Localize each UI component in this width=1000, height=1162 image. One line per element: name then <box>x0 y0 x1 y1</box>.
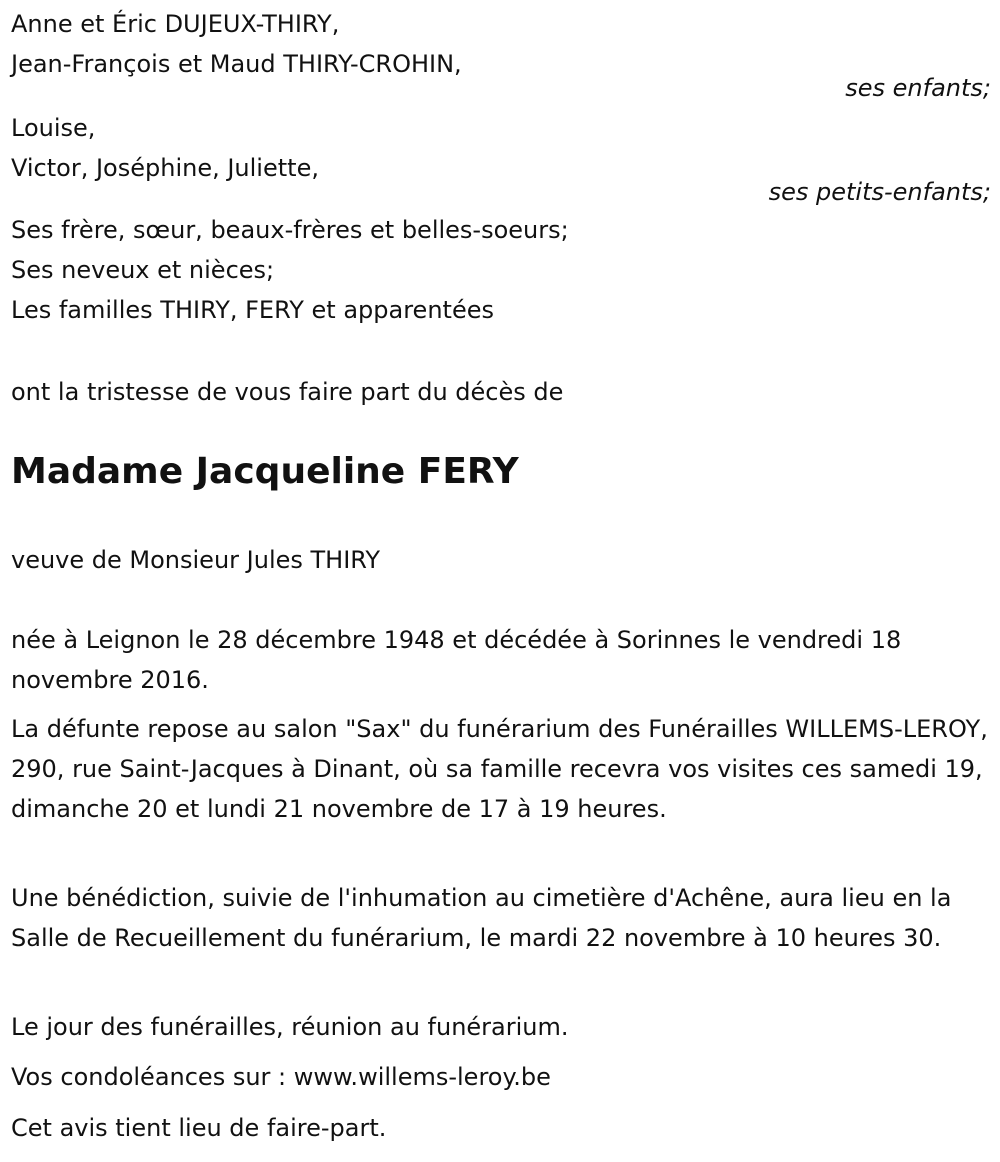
child-line: Jean-François et Maud THIRY-CROHIN, <box>11 50 462 78</box>
grandchild-line: Louise, <box>11 114 96 142</box>
widow-of-block <box>11 540 991 580</box>
announcement-intro <box>11 372 991 412</box>
family-line: Ses neveux et nièces; <box>11 256 275 284</box>
grandchild-line: Victor, Joséphine, Juliette, <box>11 154 319 182</box>
grandchildren-block <box>11 108 991 212</box>
birth-death-paragraph: née à Leignon le 28 décembre 1948 et décédée à Sorinnes le vendredi 18 novembre 2016. <box>11 626 902 694</box>
family-line: Ses frère, sœur, beaux-frères et belles-soeurs; <box>11 216 569 244</box>
deceased-name: Madame Jacqueline FERY <box>11 451 519 492</box>
notice-paragraph: Cet avis tient lieu de faire-part. <box>11 1114 387 1142</box>
intro-text: ont la tristesse de vous faire part du décès de <box>11 378 564 406</box>
widow-of-text: veuve de Monsieur Jules THIRY <box>11 546 381 574</box>
family-block <box>11 210 991 330</box>
family-line: Les familles THIRY, FERY et apparentées <box>11 296 494 324</box>
grandchildren-role: ses petits-enfants; <box>768 178 991 206</box>
children-role: ses enfants; <box>845 74 991 102</box>
children-block <box>11 4 991 108</box>
benediction-paragraph: Une bénédiction, suivie de l'inhumation au cimetière d'Achêne, aura lieu en la Salle de Recueillement du funérarium, le mardi 22 novembre à 10 heures 30. <box>11 884 952 952</box>
funeral-day-paragraph: Le jour des funérailles, réunion au funérarium. <box>11 1013 569 1041</box>
condolences-paragraph: Vos condoléances sur : www.willems-leroy.be <box>11 1063 551 1091</box>
salon-paragraph: La défunte repose au salon "Sax" du funérarium des Funérailles WILLEMS-LEROY, 290, rue Saint-Jacques à Dinant, où sa famille recevra vos visites ces samedi 19, dimanche 20 et lundi 21 novembre de 17 à 19 heures. <box>11 715 988 823</box>
child-line: Anne et Éric DUJEUX-THIRY, <box>11 10 340 38</box>
